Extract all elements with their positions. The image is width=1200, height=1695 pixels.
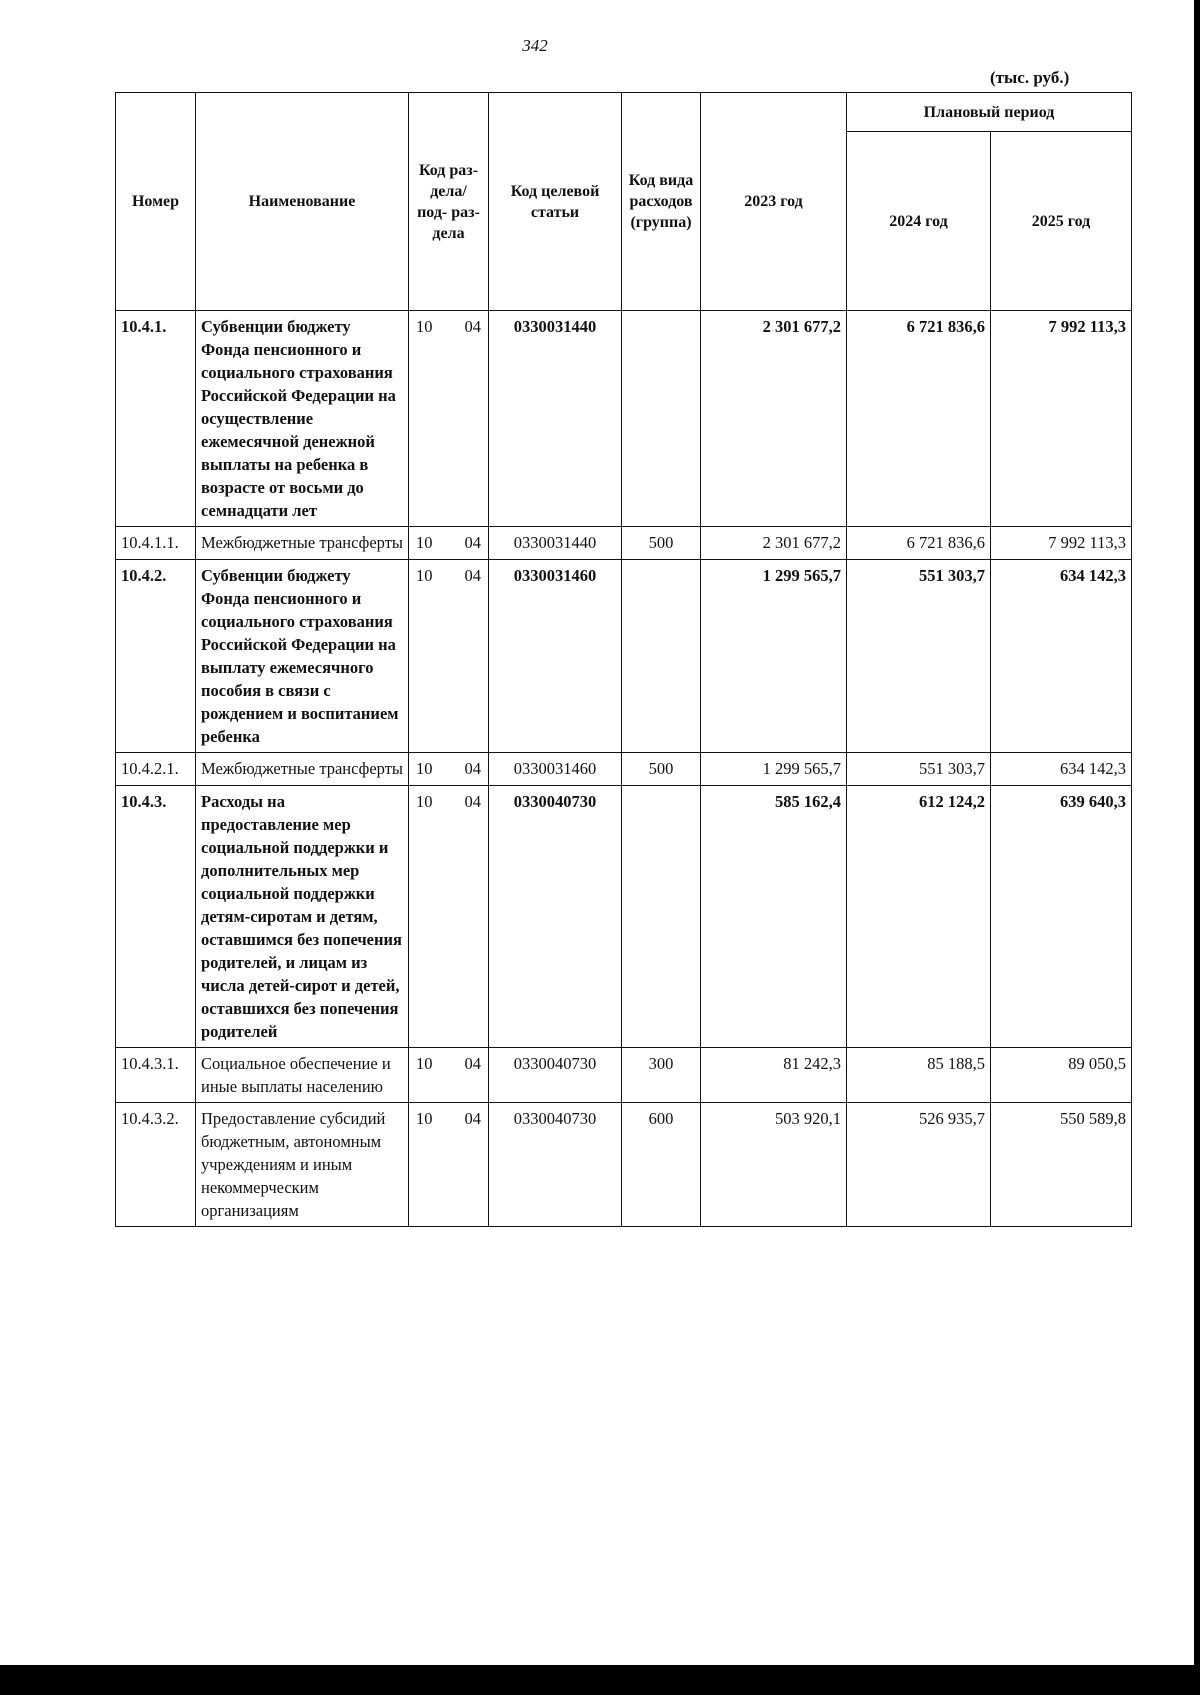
row-value-2023: 1 299 565,7 — [701, 753, 847, 786]
row-section: 10 — [416, 533, 433, 552]
row-number: 10.4.1. — [116, 311, 196, 527]
table-row — [116, 527, 1132, 560]
row-expense-type — [622, 786, 701, 1048]
row-subsection: 04 — [464, 1109, 481, 1128]
table-row — [116, 560, 1132, 753]
row-name: Социальное обеспечение и иные выплаты населению — [196, 1048, 409, 1103]
row-value-2025: 639 640,3 — [991, 786, 1132, 1048]
header-section-code: Код раз- дела/ под- раз- дела — [409, 93, 489, 311]
table-row — [116, 1103, 1132, 1227]
header-number: Номер — [116, 93, 196, 311]
row-value-2025: 7 992 113,3 — [991, 311, 1132, 527]
row-subsection: 04 — [464, 759, 481, 778]
scan-edge-bottom — [0, 1665, 1200, 1695]
row-name: Предоставление субсидий бюджетным, автономным учреждениям и иным некоммерческим организациям — [196, 1103, 409, 1227]
row-number: 10.4.1.1. — [116, 527, 196, 560]
row-value-2023: 503 920,1 — [701, 1103, 847, 1227]
row-section: 10 — [416, 317, 433, 336]
row-target-code: 0330031460 — [489, 560, 622, 753]
row-name: Межбюджетные трансферты — [196, 527, 409, 560]
row-value-2025: 634 142,3 — [991, 753, 1132, 786]
row-subsection: 04 — [464, 566, 481, 585]
table-header — [116, 93, 1132, 311]
row-value-2023: 2 301 677,2 — [701, 311, 847, 527]
row-expense-type: 500 — [622, 527, 701, 560]
header-planned-period: Плановый период — [847, 93, 1132, 132]
row-value-2025: 7 992 113,3 — [991, 527, 1132, 560]
row-value-2024: 551 303,7 — [847, 560, 991, 753]
table-row — [116, 753, 1132, 786]
row-name: Субвенции бюджету Фонда пенсионного и социального страхования Российской Федерации на осуществление ежемесячной денежной выплаты на ребенка в возрасте от восьми до семнадцати лет — [196, 311, 409, 527]
row-section: 10 — [416, 792, 433, 811]
row-subsection: 04 — [464, 1054, 481, 1073]
table-body — [116, 311, 1132, 1227]
row-expense-type: 300 — [622, 1048, 701, 1103]
row-expense-type — [622, 560, 701, 753]
row-section-code — [409, 1103, 489, 1227]
row-expense-type: 600 — [622, 1103, 701, 1227]
units-label: (тыс. руб.) — [990, 68, 1070, 87]
row-target-code: 0330031460 — [489, 753, 622, 786]
row-value-2023: 585 162,4 — [701, 786, 847, 1048]
row-value-2024: 6 721 836,6 — [847, 311, 991, 527]
row-section-code — [409, 753, 489, 786]
header-name: Наименование — [196, 93, 409, 311]
row-target-code: 0330031440 — [489, 311, 622, 527]
row-number: 10.4.3.1. — [116, 1048, 196, 1103]
row-section-code — [409, 527, 489, 560]
row-value-2024: 551 303,7 — [847, 753, 991, 786]
header-expense-type-code: Код вида расходов (группа) — [622, 93, 701, 311]
budget-table — [115, 92, 1132, 1227]
row-section: 10 — [416, 759, 433, 778]
header-target-code: Код целевой статьи — [489, 93, 622, 311]
header-year-2025: 2025 год — [991, 132, 1132, 311]
row-value-2024: 6 721 836,6 — [847, 527, 991, 560]
row-value-2024: 526 935,7 — [847, 1103, 991, 1227]
row-section-code — [409, 311, 489, 527]
row-value-2024: 612 124,2 — [847, 786, 991, 1048]
row-section: 10 — [416, 566, 433, 585]
row-section-code — [409, 560, 489, 753]
table-row — [116, 311, 1132, 527]
row-value-2023: 81 242,3 — [701, 1048, 847, 1103]
row-section-code — [409, 786, 489, 1048]
row-subsection: 04 — [464, 533, 481, 552]
row-subsection: 04 — [464, 317, 481, 336]
table-row — [116, 786, 1132, 1048]
row-section: 10 — [416, 1054, 433, 1073]
row-expense-type — [622, 311, 701, 527]
row-value-2023: 2 301 677,2 — [701, 527, 847, 560]
row-name: Субвенции бюджету Фонда пенсионного и социального страхования Российской Федерации на выплату ежемесячного пособия в связи с рождением и воспитанием ребенка — [196, 560, 409, 753]
row-number: 10.4.2.1. — [116, 753, 196, 786]
row-value-2025: 89 050,5 — [991, 1048, 1132, 1103]
row-value-2023: 1 299 565,7 — [701, 560, 847, 753]
table-row — [116, 1048, 1132, 1103]
row-value-2024: 85 188,5 — [847, 1048, 991, 1103]
row-section-code — [409, 1048, 489, 1103]
row-value-2025: 550 589,8 — [991, 1103, 1132, 1227]
row-target-code: 0330040730 — [489, 1103, 622, 1227]
row-value-2025: 634 142,3 — [991, 560, 1132, 753]
row-number: 10.4.2. — [116, 560, 196, 753]
row-target-code: 0330031440 — [489, 527, 622, 560]
header-year-2023: 2023 год — [701, 93, 847, 311]
row-name: Межбюджетные трансферты — [196, 753, 409, 786]
row-section: 10 — [416, 1109, 433, 1128]
row-number: 10.4.3. — [116, 786, 196, 1048]
row-name: Расходы на предоставление мер социальной поддержки и дополнительных мер социальной поддержки детям-сиротам и детям, оставшимся без попечения родителей, и лицам из числа детей-сирот и детей, оставшихся без попечения родителей — [196, 786, 409, 1048]
row-expense-type: 500 — [622, 753, 701, 786]
row-subsection: 04 — [464, 792, 481, 811]
row-target-code: 0330040730 — [489, 786, 622, 1048]
row-target-code: 0330040730 — [489, 1048, 622, 1103]
page-number: 342 — [522, 36, 548, 55]
header-year-2024: 2024 год — [847, 132, 991, 311]
row-number: 10.4.3.2. — [116, 1103, 196, 1227]
scan-edge-right — [1194, 0, 1200, 1695]
